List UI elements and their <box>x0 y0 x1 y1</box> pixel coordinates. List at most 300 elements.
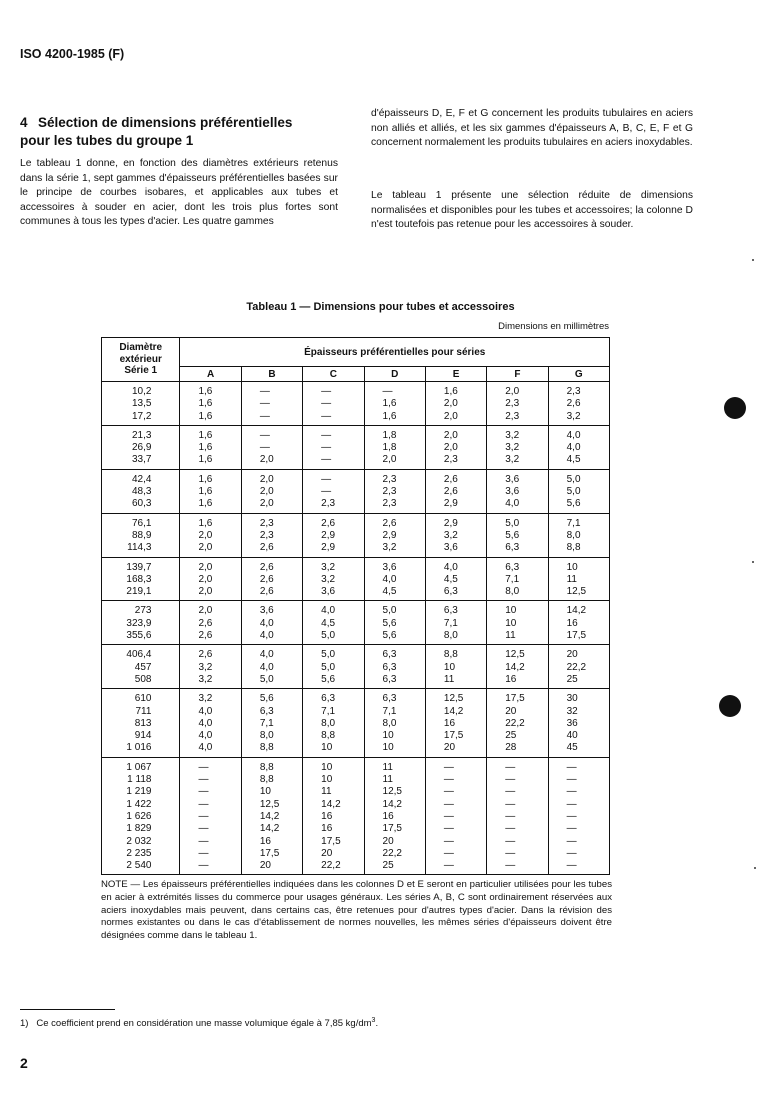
thickness-cell: 5,0 <box>241 674 302 689</box>
diameter-header-line2: extérieur <box>119 353 162 365</box>
thickness-cell: 10 <box>303 774 364 786</box>
thickness-cell: 1,6 <box>180 498 241 513</box>
page-number: 2 <box>20 1055 28 1071</box>
thickness-cell: — <box>180 774 241 786</box>
table-body <box>102 382 610 875</box>
thickness-cell: 1,6 <box>364 398 425 410</box>
thickness-cell: 1,6 <box>180 382 241 399</box>
diameter-cell: 219,1 <box>102 586 180 601</box>
thickness-cell: 2,9 <box>303 530 364 542</box>
thickness-cell: 10 <box>548 557 609 574</box>
thickness-cell: — <box>180 823 241 835</box>
thickness-cell: 3,2 <box>487 442 548 454</box>
thickness-cell: 2,6 <box>180 630 241 645</box>
thickness-cell: 2,6 <box>241 574 302 586</box>
punch-hole <box>719 695 741 717</box>
thickness-cell: 14,2 <box>548 601 609 618</box>
thickness-cell: — <box>425 799 486 811</box>
thickness-cell: 11 <box>548 574 609 586</box>
thickness-cell: 2,0 <box>241 454 302 469</box>
thickness-cell: 14,2 <box>487 662 548 674</box>
diameter-cell: 1 219 <box>102 786 180 798</box>
diameter-header-line3: Série 1 <box>124 365 158 377</box>
thickness-cell: 2,3 <box>425 454 486 469</box>
diameter-cell: 323,9 <box>102 618 180 630</box>
thickness-cell: — <box>241 442 302 454</box>
thickness-cell: 10 <box>303 757 364 774</box>
diameter-cell: 1 829 <box>102 823 180 835</box>
table-row <box>102 836 610 848</box>
thickness-cell: — <box>180 836 241 848</box>
table-row <box>102 618 610 630</box>
diameter-cell: 17,2 <box>102 411 180 426</box>
thickness-cell: 16 <box>241 836 302 848</box>
thickness-cell: 2,0 <box>364 454 425 469</box>
thickness-cell: 8,0 <box>303 718 364 730</box>
thickness-cell: 2,3 <box>364 469 425 486</box>
thickness-cell: — <box>487 786 548 798</box>
section-heading <box>20 114 340 150</box>
thickness-cell: 20 <box>364 836 425 848</box>
table-row <box>102 689 610 706</box>
thickness-cell: 25 <box>364 860 425 875</box>
table-row <box>102 398 610 410</box>
thickness-cell: 6,3 <box>487 542 548 557</box>
table-row <box>102 706 610 718</box>
diameter-cell: 88,9 <box>102 530 180 542</box>
thickness-cell: — <box>425 848 486 860</box>
table-row <box>102 860 610 875</box>
table-row <box>102 630 610 645</box>
thickness-cell: — <box>303 442 364 454</box>
thickness-cell: 10 <box>425 662 486 674</box>
thickness-cell: 2,3 <box>364 498 425 513</box>
table-row <box>102 811 610 823</box>
thickness-cell: 2,0 <box>241 486 302 498</box>
thickness-cell: 2,9 <box>303 542 364 557</box>
thickness-cell: 2,0 <box>425 425 486 442</box>
thickness-cell: 1,8 <box>364 442 425 454</box>
thickness-cell: 12,5 <box>548 586 609 601</box>
diameter-cell: 457 <box>102 662 180 674</box>
thickness-cell: 2,6 <box>180 618 241 630</box>
thickness-cell: 5,6 <box>364 630 425 645</box>
thickness-cell: 16 <box>303 811 364 823</box>
thickness-cell: 1,6 <box>180 454 241 469</box>
table-row <box>102 718 610 730</box>
thickness-cell: 11 <box>364 774 425 786</box>
diameter-cell: 33,7 <box>102 454 180 469</box>
thickness-cell: 4,0 <box>180 718 241 730</box>
thickness-cell: — <box>487 811 548 823</box>
thickness-cell: 2,6 <box>425 469 486 486</box>
thickness-cell: 5,0 <box>364 601 425 618</box>
thickness-cell: 6,3 <box>364 662 425 674</box>
thickness-cell: — <box>180 786 241 798</box>
table-row <box>102 674 610 689</box>
thickness-cell: 5,0 <box>303 662 364 674</box>
thickness-cell: 22,2 <box>364 848 425 860</box>
table-row <box>102 425 610 442</box>
diameter-cell: 114,3 <box>102 542 180 557</box>
thickness-cell: 6,3 <box>425 601 486 618</box>
diameter-cell: 139,7 <box>102 557 180 574</box>
thickness-cell: 1,6 <box>180 442 241 454</box>
thickness-cell: 17,5 <box>241 848 302 860</box>
thickness-cell: — <box>241 398 302 410</box>
thickness-cell: 4,0 <box>241 662 302 674</box>
thickness-cell: 17,5 <box>425 730 486 742</box>
thickness-cell: 8,0 <box>425 630 486 645</box>
table-row <box>102 469 610 486</box>
thickness-cell: 20 <box>548 645 609 662</box>
thickness-cell: 3,6 <box>364 557 425 574</box>
thickness-cell: — <box>241 425 302 442</box>
thickness-cell: 5,6 <box>241 689 302 706</box>
thickness-cell: — <box>303 486 364 498</box>
table-row <box>102 442 610 454</box>
table-row <box>102 574 610 586</box>
thickness-cell: 2,3 <box>241 530 302 542</box>
diameter-header <box>102 338 180 382</box>
thickness-cell: 2,3 <box>548 382 609 399</box>
table-note: NOTE — Les épaisseurs préférentielles indiquées dans les colonnes D et E seront en particulier utilisées pour les tubes en acier à extrémités lisses du commerce pour usages généraux. Les séries A, B, C sont ordinairement réservées aux aciers inoxydables mais peuvent, dans certains cas, être retenues pour d'autres types d'acier. Dans la révision des normes existantes ou dans le cas d'établissement de normes nouvelles, les mêmes séries d'épaisseurs doivent être désignées comme dans le tableau 1. <box>101 879 612 942</box>
thickness-cell: — <box>303 425 364 442</box>
thickness-cell: 6,3 <box>303 689 364 706</box>
thickness-cell: 2,0 <box>425 442 486 454</box>
thickness-cell: 17,5 <box>548 630 609 645</box>
diameter-cell: 1 016 <box>102 742 180 757</box>
diameter-cell: 1 626 <box>102 811 180 823</box>
diameter-cell: 13,5 <box>102 398 180 410</box>
series-header: Épaisseurs préférentielles pour séries <box>180 338 610 367</box>
table-row <box>102 742 610 757</box>
document-header: ISO 4200-1985 (F) <box>20 47 125 61</box>
table-row <box>102 382 610 399</box>
thickness-cell: 4,5 <box>303 618 364 630</box>
thickness-cell: 14,2 <box>303 799 364 811</box>
table-row <box>102 757 610 774</box>
thickness-cell: — <box>180 848 241 860</box>
thickness-cell: 3,2 <box>180 662 241 674</box>
thickness-cell: 12,5 <box>487 645 548 662</box>
thickness-cell: 2,0 <box>425 398 486 410</box>
thickness-cell: 4,0 <box>180 706 241 718</box>
thickness-cell: — <box>425 860 486 875</box>
thickness-cell: 2,0 <box>180 574 241 586</box>
thickness-cell: 1,6 <box>180 398 241 410</box>
column-header-d: D <box>364 367 425 382</box>
thickness-cell: — <box>425 786 486 798</box>
thickness-cell: 1,6 <box>180 425 241 442</box>
diameter-cell: 1 067 <box>102 757 180 774</box>
diameter-cell: 355,6 <box>102 630 180 645</box>
thickness-cell: 1,8 <box>364 425 425 442</box>
table-row <box>102 530 610 542</box>
thickness-cell: 4,5 <box>364 586 425 601</box>
table-row <box>102 823 610 835</box>
thickness-cell: 2,0 <box>180 601 241 618</box>
footnote-rule <box>20 1009 115 1010</box>
intro-paragraph-left: Le tableau 1 donne, en fonction des diamètres extérieurs retenus dans la série 1, sept gammes d'épaisseurs préférentielles basées sur le principe de courbes isobares, et applicables aux tubes et accessoires à souder en acier, dont les trois plus fortes sont communes à tous les types d'acier. Les quatre gammes <box>20 158 338 227</box>
thickness-cell: 2,0 <box>180 557 241 574</box>
thickness-cell: 8,8 <box>241 742 302 757</box>
table-row <box>102 730 610 742</box>
thickness-cell: 5,6 <box>364 618 425 630</box>
column-header-e: E <box>425 367 486 382</box>
table-row <box>102 498 610 513</box>
thickness-cell: — <box>548 848 609 860</box>
thickness-cell: 2,9 <box>364 530 425 542</box>
thickness-cell: 7,1 <box>425 618 486 630</box>
thickness-cell: 2,6 <box>425 486 486 498</box>
thickness-cell: 16 <box>425 718 486 730</box>
thickness-cell: 25 <box>548 674 609 689</box>
thickness-cell: 5,0 <box>303 630 364 645</box>
diameter-cell: 711 <box>102 706 180 718</box>
thickness-cell: 7,1 <box>241 718 302 730</box>
column-header-c: C <box>303 367 364 382</box>
thickness-cell: 7,1 <box>303 706 364 718</box>
table-row <box>102 542 610 557</box>
thickness-cell: 14,2 <box>364 799 425 811</box>
thickness-cell: 10 <box>364 742 425 757</box>
thickness-cell: 3,2 <box>303 557 364 574</box>
thickness-cell: 12,5 <box>241 799 302 811</box>
column-header-g: G <box>548 367 609 382</box>
diameter-cell: 21,3 <box>102 425 180 442</box>
thickness-cell: 16 <box>364 811 425 823</box>
thickness-cell: 3,2 <box>180 689 241 706</box>
thickness-cell: 2,6 <box>180 645 241 662</box>
table-row <box>102 486 610 498</box>
thickness-cell: — <box>548 823 609 835</box>
thickness-cell: 16 <box>548 618 609 630</box>
diameter-cell: 2 540 <box>102 860 180 875</box>
diameter-cell: 508 <box>102 674 180 689</box>
footnote-text: Ce coefficient prend en considération une masse volumique égale à 7,85 kg/dm <box>36 1018 372 1030</box>
thickness-cell: 6,3 <box>364 689 425 706</box>
intro-paragraph-right-2: Le tableau 1 présente une sélection réduite de dimensions normalisées et disponibles pour les tubes et accessoires; la colonne D n'est toutefois pas retenue pour les accessoires à souder. <box>371 190 693 230</box>
diameter-cell: 26,9 <box>102 442 180 454</box>
intro-paragraph-right-1: d'épaisseurs D, E, F et G concernent les produits tubulaires en aciers non alliés et alliés, et les six gammes d'épaisseurs A, B, C, E, F et G concernent normalement les produits tubulaires en aciers inoxydables. <box>371 108 693 148</box>
thickness-cell: 20 <box>241 860 302 875</box>
diameter-cell: 813 <box>102 718 180 730</box>
thickness-cell: 2,9 <box>425 513 486 530</box>
thickness-cell: 20 <box>425 742 486 757</box>
thickness-cell: 14,2 <box>425 706 486 718</box>
thickness-cell: 17,5 <box>303 836 364 848</box>
thickness-cell: 3,2 <box>303 574 364 586</box>
thickness-cell: 6,3 <box>364 645 425 662</box>
diameter-cell: 406,4 <box>102 645 180 662</box>
thickness-cell: 3,2 <box>364 542 425 557</box>
thickness-cell: 5,6 <box>548 498 609 513</box>
diameter-cell: 1 422 <box>102 799 180 811</box>
table-row <box>102 799 610 811</box>
punch-hole <box>724 397 746 419</box>
thickness-cell: 3,2 <box>487 425 548 442</box>
thickness-cell: 14,2 <box>241 811 302 823</box>
thickness-cell: 4,0 <box>425 557 486 574</box>
diameter-cell: 2 235 <box>102 848 180 860</box>
thickness-cell: 5,0 <box>548 486 609 498</box>
thickness-cell: — <box>180 811 241 823</box>
section-number: 4 <box>20 115 28 130</box>
thickness-cell: — <box>548 786 609 798</box>
table-row <box>102 662 610 674</box>
table-row <box>102 645 610 662</box>
thickness-cell: — <box>548 836 609 848</box>
thickness-cell: 8,8 <box>425 645 486 662</box>
thickness-cell: 3,2 <box>548 411 609 426</box>
thickness-cell: 5,6 <box>487 530 548 542</box>
thickness-cell: 28 <box>487 742 548 757</box>
thickness-cell: 4,0 <box>241 630 302 645</box>
thickness-cell: 10 <box>487 601 548 618</box>
thickness-cell: 40 <box>548 730 609 742</box>
thickness-cell: — <box>487 823 548 835</box>
thickness-cell: 4,5 <box>425 574 486 586</box>
table-row <box>102 848 610 860</box>
column-header-f: F <box>487 367 548 382</box>
thickness-cell: 8,8 <box>241 774 302 786</box>
thickness-cell: 4,0 <box>303 601 364 618</box>
section-title-line1: Sélection de dimensions préférentielles <box>38 115 293 130</box>
thickness-cell: — <box>303 382 364 399</box>
column-header-b: B <box>241 367 302 382</box>
thickness-cell: — <box>364 382 425 399</box>
table-caption: Tableau 1 — Dimensions pour tubes et accessoires <box>246 301 515 313</box>
table-row <box>102 513 610 530</box>
diameter-cell: 76,1 <box>102 513 180 530</box>
thickness-cell: 3,2 <box>487 454 548 469</box>
thickness-cell: — <box>241 382 302 399</box>
thickness-cell: 8,0 <box>364 718 425 730</box>
table-row <box>102 586 610 601</box>
thickness-cell: 10 <box>364 730 425 742</box>
column-header-a: A <box>180 367 241 382</box>
thickness-cell: 5,0 <box>487 513 548 530</box>
thickness-cell: — <box>425 823 486 835</box>
thickness-cell: 4,0 <box>241 618 302 630</box>
thickness-cell: — <box>425 757 486 774</box>
thickness-cell: 1,6 <box>180 486 241 498</box>
footnote-end: . <box>375 1018 379 1030</box>
thickness-cell: — <box>548 811 609 823</box>
thickness-cell: 3,6 <box>303 586 364 601</box>
thickness-cell: 7,1 <box>364 706 425 718</box>
thickness-cell: 1,6 <box>425 382 486 399</box>
thickness-cell: 3,6 <box>241 601 302 618</box>
dimensions-table <box>101 337 610 875</box>
thickness-cell: — <box>548 774 609 786</box>
thickness-cell: — <box>303 411 364 426</box>
thickness-cell: 6,3 <box>364 674 425 689</box>
table-row <box>102 557 610 574</box>
thickness-cell: — <box>303 469 364 486</box>
thickness-cell: 3,2 <box>180 674 241 689</box>
thickness-cell: 32 <box>548 706 609 718</box>
table-row <box>102 411 610 426</box>
thickness-cell: 2,6 <box>364 513 425 530</box>
thickness-cell: 16 <box>487 674 548 689</box>
thickness-cell: 20 <box>487 706 548 718</box>
thickness-cell: — <box>303 454 364 469</box>
thickness-cell: — <box>548 799 609 811</box>
diameter-cell: 273 <box>102 601 180 618</box>
thickness-cell: 16 <box>303 823 364 835</box>
scan-speck <box>752 561 754 563</box>
thickness-cell: 2,9 <box>425 498 486 513</box>
thickness-cell: 2,6 <box>241 557 302 574</box>
thickness-cell: — <box>487 860 548 875</box>
thickness-cell: 5,0 <box>303 645 364 662</box>
thickness-cell: 3,6 <box>487 486 548 498</box>
thickness-cell: — <box>425 811 486 823</box>
diameter-cell: 60,3 <box>102 498 180 513</box>
table-row <box>102 601 610 618</box>
thickness-cell: — <box>487 799 548 811</box>
thickness-cell: — <box>180 799 241 811</box>
thickness-cell: 2,0 <box>180 530 241 542</box>
diameter-header-line1: Diamètre <box>119 342 163 354</box>
thickness-cell: 11 <box>303 786 364 798</box>
scan-speck <box>752 259 754 261</box>
thickness-cell: 14,2 <box>241 823 302 835</box>
thickness-cell: — <box>548 860 609 875</box>
diameter-cell: 168,3 <box>102 574 180 586</box>
diameter-cell: 610 <box>102 689 180 706</box>
thickness-cell: — <box>487 848 548 860</box>
diameter-cell: 2 032 <box>102 836 180 848</box>
thickness-cell: 11 <box>487 630 548 645</box>
thickness-cell: 4,0 <box>487 498 548 513</box>
thickness-cell: 4,5 <box>548 454 609 469</box>
thickness-cell: 4,0 <box>180 742 241 757</box>
thickness-cell: — <box>487 774 548 786</box>
thickness-cell: 12,5 <box>364 786 425 798</box>
thickness-cell: 8,8 <box>241 757 302 774</box>
thickness-cell: 3,2 <box>425 530 486 542</box>
thickness-cell: 1,6 <box>364 411 425 426</box>
table-row <box>102 454 610 469</box>
thickness-cell: 6,3 <box>487 557 548 574</box>
thickness-cell: — <box>487 757 548 774</box>
thickness-cell: 36 <box>548 718 609 730</box>
thickness-cell: 25 <box>487 730 548 742</box>
thickness-cell: 1,6 <box>180 513 241 530</box>
thickness-cell: 22,2 <box>548 662 609 674</box>
thickness-cell: 22,2 <box>303 860 364 875</box>
thickness-cell: 4,0 <box>364 574 425 586</box>
thickness-cell: 2,6 <box>241 542 302 557</box>
thickness-cell: 8,0 <box>241 730 302 742</box>
diameter-cell: 914 <box>102 730 180 742</box>
thickness-cell: 5,0 <box>548 469 609 486</box>
thickness-cell: 8,0 <box>548 530 609 542</box>
thickness-cell: — <box>548 757 609 774</box>
thickness-cell: 2,3 <box>487 398 548 410</box>
thickness-cell: — <box>180 757 241 774</box>
thickness-cell: 2,6 <box>241 586 302 601</box>
thickness-cell: 10 <box>241 786 302 798</box>
thickness-cell: — <box>425 774 486 786</box>
thickness-cell: 45 <box>548 742 609 757</box>
thickness-cell: 4,0 <box>241 645 302 662</box>
thickness-cell: 1,6 <box>180 469 241 486</box>
thickness-cell: — <box>180 860 241 875</box>
